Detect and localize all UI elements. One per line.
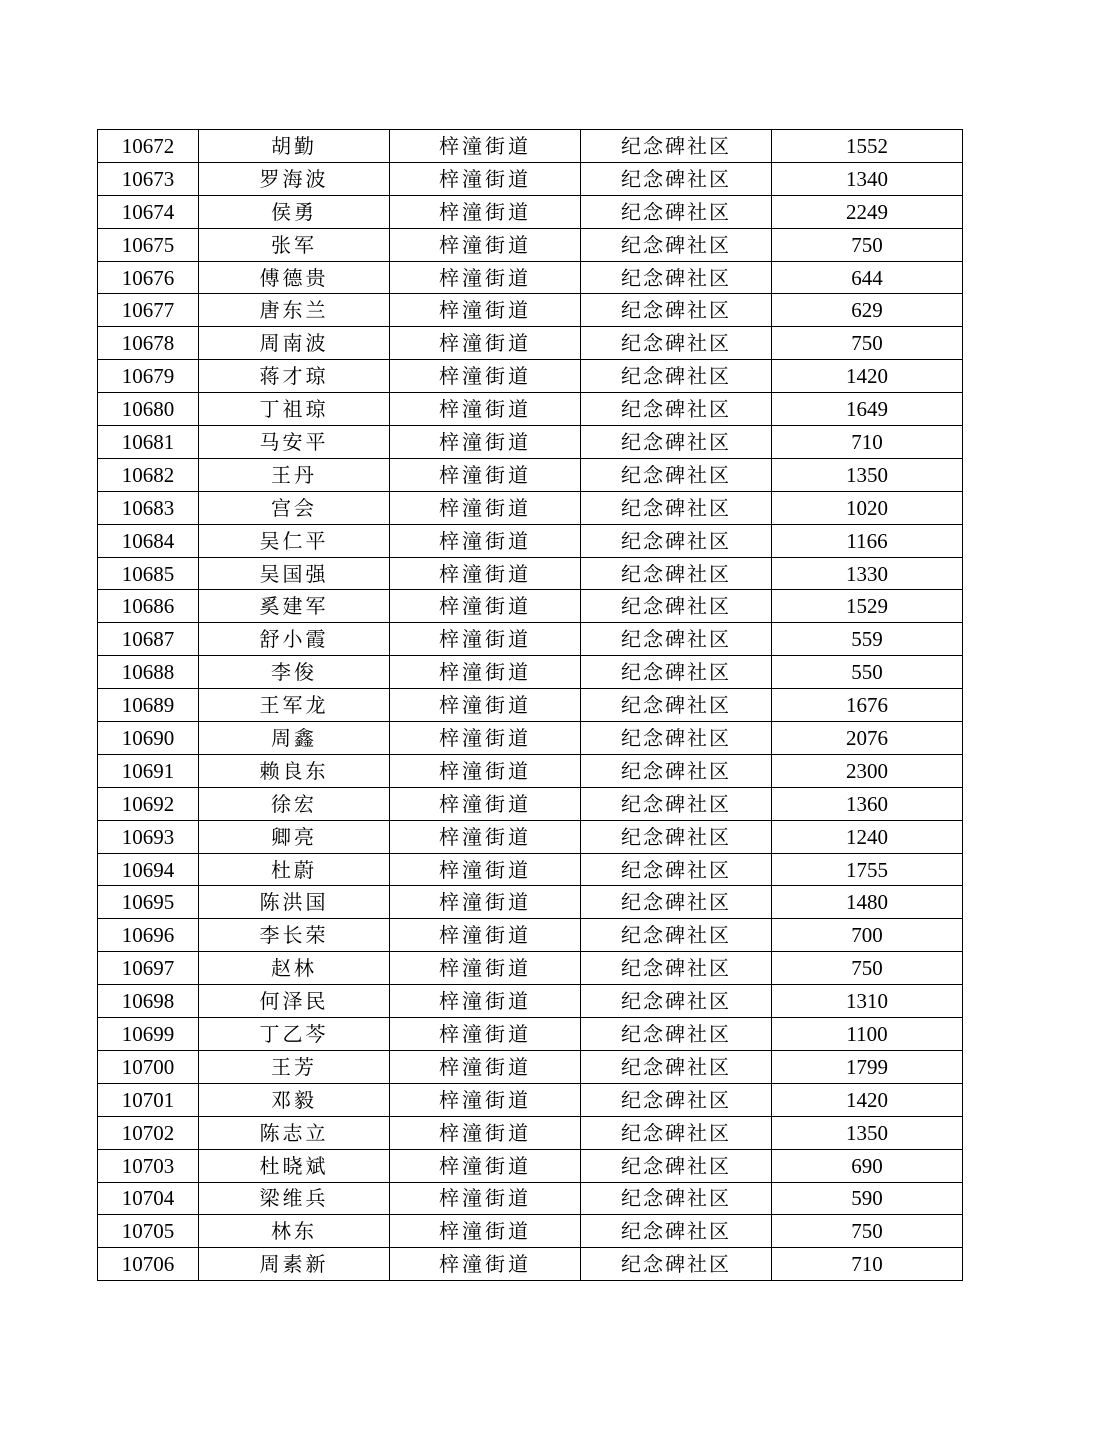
table-row: [98, 722, 963, 755]
cell-person-name: 唐东兰: [199, 294, 390, 327]
cell-amount: 629: [772, 294, 963, 327]
cell-street: 梓潼街道: [390, 327, 581, 360]
cell-person-name: 王军龙: [199, 689, 390, 722]
cell-amount: 1480: [772, 886, 963, 919]
cell-record-id: 10696: [98, 919, 199, 952]
cell-street: 梓潼街道: [390, 1248, 581, 1281]
cell-community: 纪念碑社区: [581, 130, 772, 163]
cell-record-id: 10684: [98, 524, 199, 557]
cell-record-id: 10683: [98, 491, 199, 524]
cell-amount: 750: [772, 327, 963, 360]
cell-person-name: 侯勇: [199, 195, 390, 228]
cell-person-name: 梁维兵: [199, 1182, 390, 1215]
cell-record-id: 10680: [98, 393, 199, 426]
cell-record-id: 10704: [98, 1182, 199, 1215]
cell-person-name: 李俊: [199, 656, 390, 689]
cell-person-name: 傅德贵: [199, 261, 390, 294]
table-row: [98, 754, 963, 787]
cell-street: 梓潼街道: [390, 195, 581, 228]
cell-community: 纪念碑社区: [581, 754, 772, 787]
cell-street: 梓潼街道: [390, 228, 581, 261]
cell-street: 梓潼街道: [390, 590, 581, 623]
cell-amount: 750: [772, 952, 963, 985]
cell-street: 梓潼街道: [390, 491, 581, 524]
cell-amount: 1330: [772, 557, 963, 590]
cell-community: 纪念碑社区: [581, 853, 772, 886]
cell-amount: 710: [772, 1248, 963, 1281]
cell-person-name: 吴国强: [199, 557, 390, 590]
cell-community: 纪念碑社区: [581, 1215, 772, 1248]
cell-street: 梓潼街道: [390, 1182, 581, 1215]
cell-person-name: 罗海波: [199, 162, 390, 195]
cell-record-id: 10676: [98, 261, 199, 294]
cell-community: 纪念碑社区: [581, 952, 772, 985]
table-row: [98, 261, 963, 294]
table-row: [98, 491, 963, 524]
table-row: [98, 590, 963, 623]
cell-amount: 1350: [772, 458, 963, 491]
cell-community: 纪念碑社区: [581, 1083, 772, 1116]
cell-person-name: 蒋才琼: [199, 360, 390, 393]
cell-person-name: 马安平: [199, 426, 390, 459]
cell-community: 纪念碑社区: [581, 919, 772, 952]
cell-amount: 1799: [772, 1050, 963, 1083]
cell-person-name: 王丹: [199, 458, 390, 491]
cell-street: 梓潼街道: [390, 919, 581, 952]
table-row: [98, 524, 963, 557]
table-row: [98, 1050, 963, 1083]
cell-street: 梓潼街道: [390, 524, 581, 557]
table-row: [98, 1083, 963, 1116]
cell-amount: 1420: [772, 360, 963, 393]
cell-street: 梓潼街道: [390, 787, 581, 820]
cell-record-id: 10672: [98, 130, 199, 163]
cell-street: 梓潼街道: [390, 853, 581, 886]
cell-record-id: 10702: [98, 1116, 199, 1149]
table-row: [98, 623, 963, 656]
cell-community: 纪念碑社区: [581, 1248, 772, 1281]
cell-street: 梓潼街道: [390, 754, 581, 787]
cell-community: 纪念碑社区: [581, 1149, 772, 1182]
cell-amount: 550: [772, 656, 963, 689]
cell-amount: 1166: [772, 524, 963, 557]
cell-person-name: 何泽民: [199, 985, 390, 1018]
cell-amount: 1360: [772, 787, 963, 820]
cell-community: 纪念碑社区: [581, 228, 772, 261]
cell-street: 梓潼街道: [390, 886, 581, 919]
cell-record-id: 10674: [98, 195, 199, 228]
cell-record-id: 10687: [98, 623, 199, 656]
cell-street: 梓潼街道: [390, 557, 581, 590]
cell-record-id: 10694: [98, 853, 199, 886]
cell-record-id: 10689: [98, 689, 199, 722]
cell-amount: 700: [772, 919, 963, 952]
cell-person-name: 周南波: [199, 327, 390, 360]
table-row: [98, 195, 963, 228]
cell-record-id: 10673: [98, 162, 199, 195]
cell-street: 梓潼街道: [390, 458, 581, 491]
cell-amount: 1340: [772, 162, 963, 195]
cell-community: 纪念碑社区: [581, 656, 772, 689]
cell-record-id: 10700: [98, 1050, 199, 1083]
cell-street: 梓潼街道: [390, 985, 581, 1018]
cell-person-name: 宫会: [199, 491, 390, 524]
cell-community: 纪念碑社区: [581, 623, 772, 656]
cell-record-id: 10703: [98, 1149, 199, 1182]
cell-amount: 750: [772, 228, 963, 261]
table-row: [98, 1116, 963, 1149]
cell-person-name: 赵林: [199, 952, 390, 985]
cell-amount: 1649: [772, 393, 963, 426]
table-row: [98, 1149, 963, 1182]
cell-street: 梓潼街道: [390, 393, 581, 426]
table-row: [98, 393, 963, 426]
cell-record-id: 10691: [98, 754, 199, 787]
cell-street: 梓潼街道: [390, 689, 581, 722]
table-row: [98, 689, 963, 722]
cell-street: 梓潼街道: [390, 130, 581, 163]
cell-street: 梓潼街道: [390, 261, 581, 294]
table-row: [98, 919, 963, 952]
cell-person-name: 周鑫: [199, 722, 390, 755]
table-row: [98, 820, 963, 853]
cell-street: 梓潼街道: [390, 1018, 581, 1051]
cell-amount: 1310: [772, 985, 963, 1018]
table-row: [98, 557, 963, 590]
cell-street: 梓潼街道: [390, 1050, 581, 1083]
cell-person-name: 张军: [199, 228, 390, 261]
cell-community: 纪念碑社区: [581, 1018, 772, 1051]
cell-community: 纪念碑社区: [581, 886, 772, 919]
table-row: [98, 458, 963, 491]
table-row: [98, 360, 963, 393]
table-row: [98, 1018, 963, 1051]
cell-person-name: 赖良东: [199, 754, 390, 787]
cell-community: 纪念碑社区: [581, 820, 772, 853]
cell-street: 梓潼街道: [390, 1215, 581, 1248]
cell-record-id: 10705: [98, 1215, 199, 1248]
cell-person-name: 卿亮: [199, 820, 390, 853]
cell-record-id: 10701: [98, 1083, 199, 1116]
cell-amount: 1100: [772, 1018, 963, 1051]
cell-amount: 710: [772, 426, 963, 459]
cell-person-name: 陈洪国: [199, 886, 390, 919]
cell-amount: 1552: [772, 130, 963, 163]
cell-person-name: 徐宏: [199, 787, 390, 820]
cell-community: 纪念碑社区: [581, 787, 772, 820]
cell-person-name: 奚建军: [199, 590, 390, 623]
cell-street: 梓潼街道: [390, 656, 581, 689]
cell-person-name: 王芳: [199, 1050, 390, 1083]
cell-community: 纪念碑社区: [581, 985, 772, 1018]
table-row: [98, 130, 963, 163]
cell-community: 纪念碑社区: [581, 590, 772, 623]
cell-amount: 2076: [772, 722, 963, 755]
cell-person-name: 丁祖琼: [199, 393, 390, 426]
cell-amount: 1755: [772, 853, 963, 886]
cell-record-id: 10685: [98, 557, 199, 590]
cell-amount: 1676: [772, 689, 963, 722]
cell-street: 梓潼街道: [390, 1083, 581, 1116]
table-row: [98, 886, 963, 919]
table-row: [98, 853, 963, 886]
document-page: [97, 129, 963, 1281]
cell-record-id: 10697: [98, 952, 199, 985]
cell-person-name: 吴仁平: [199, 524, 390, 557]
cell-street: 梓潼街道: [390, 162, 581, 195]
table-row: [98, 327, 963, 360]
cell-street: 梓潼街道: [390, 820, 581, 853]
cell-amount: 1240: [772, 820, 963, 853]
cell-record-id: 10690: [98, 722, 199, 755]
cell-person-name: 邓毅: [199, 1083, 390, 1116]
cell-amount: 644: [772, 261, 963, 294]
cell-person-name: 胡勤: [199, 130, 390, 163]
cell-amount: 590: [772, 1182, 963, 1215]
cell-person-name: 舒小霞: [199, 623, 390, 656]
cell-community: 纪念碑社区: [581, 689, 772, 722]
cell-amount: 1529: [772, 590, 963, 623]
cell-record-id: 10695: [98, 886, 199, 919]
cell-amount: 690: [772, 1149, 963, 1182]
cell-community: 纪念碑社区: [581, 426, 772, 459]
cell-amount: 750: [772, 1215, 963, 1248]
table-row: [98, 162, 963, 195]
cell-amount: 1350: [772, 1116, 963, 1149]
cell-record-id: 10678: [98, 327, 199, 360]
table-row: [98, 985, 963, 1018]
cell-community: 纪念碑社区: [581, 458, 772, 491]
records-table: [97, 129, 963, 1281]
cell-street: 梓潼街道: [390, 360, 581, 393]
cell-community: 纪念碑社区: [581, 1050, 772, 1083]
cell-person-name: 杜晓斌: [199, 1149, 390, 1182]
cell-street: 梓潼街道: [390, 623, 581, 656]
table-row: [98, 1182, 963, 1215]
cell-person-name: 陈志立: [199, 1116, 390, 1149]
table-row: [98, 228, 963, 261]
cell-community: 纪念碑社区: [581, 360, 772, 393]
table-row: [98, 294, 963, 327]
cell-community: 纪念碑社区: [581, 294, 772, 327]
cell-amount: 1420: [772, 1083, 963, 1116]
cell-record-id: 10677: [98, 294, 199, 327]
cell-record-id: 10682: [98, 458, 199, 491]
cell-community: 纪念碑社区: [581, 1116, 772, 1149]
cell-person-name: 李长荣: [199, 919, 390, 952]
cell-amount: 559: [772, 623, 963, 656]
cell-record-id: 10699: [98, 1018, 199, 1051]
cell-community: 纪念碑社区: [581, 261, 772, 294]
cell-amount: 1020: [772, 491, 963, 524]
cell-community: 纪念碑社区: [581, 524, 772, 557]
cell-record-id: 10706: [98, 1248, 199, 1281]
cell-record-id: 10679: [98, 360, 199, 393]
cell-community: 纪念碑社区: [581, 393, 772, 426]
cell-record-id: 10698: [98, 985, 199, 1018]
cell-record-id: 10675: [98, 228, 199, 261]
cell-record-id: 10688: [98, 656, 199, 689]
cell-community: 纪念碑社区: [581, 722, 772, 755]
cell-street: 梓潼街道: [390, 426, 581, 459]
cell-amount: 2300: [772, 754, 963, 787]
cell-street: 梓潼街道: [390, 1116, 581, 1149]
cell-street: 梓潼街道: [390, 952, 581, 985]
cell-community: 纪念碑社区: [581, 162, 772, 195]
table-row: [98, 787, 963, 820]
cell-person-name: 丁乙芩: [199, 1018, 390, 1051]
cell-person-name: 周素新: [199, 1248, 390, 1281]
cell-community: 纪念碑社区: [581, 1182, 772, 1215]
cell-street: 梓潼街道: [390, 722, 581, 755]
table-row: [98, 656, 963, 689]
cell-community: 纪念碑社区: [581, 327, 772, 360]
cell-record-id: 10681: [98, 426, 199, 459]
cell-record-id: 10693: [98, 820, 199, 853]
table-row: [98, 952, 963, 985]
table-row: [98, 1248, 963, 1281]
cell-record-id: 10686: [98, 590, 199, 623]
table-row: [98, 426, 963, 459]
cell-community: 纪念碑社区: [581, 557, 772, 590]
cell-amount: 2249: [772, 195, 963, 228]
table-row: [98, 1215, 963, 1248]
cell-street: 梓潼街道: [390, 1149, 581, 1182]
cell-person-name: 林东: [199, 1215, 390, 1248]
cell-person-name: 杜蔚: [199, 853, 390, 886]
cell-record-id: 10692: [98, 787, 199, 820]
cell-community: 纪念碑社区: [581, 195, 772, 228]
cell-street: 梓潼街道: [390, 294, 581, 327]
records-table-body: [98, 130, 963, 1281]
cell-community: 纪念碑社区: [581, 491, 772, 524]
